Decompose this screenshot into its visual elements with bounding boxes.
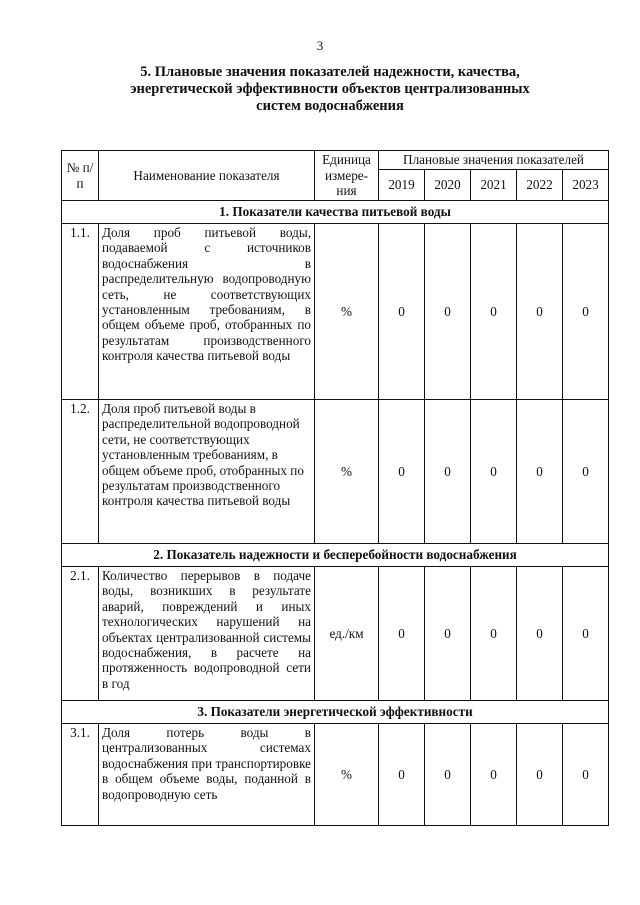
header-name: Наименование показателя (99, 151, 315, 201)
section-title: 1. Показатели качества питьевой воды (62, 201, 609, 224)
row-value: 0 (471, 224, 517, 400)
row-name: Количество перерывов в подаче воды, возникших в результате аварий, повреждений и иных технологических нарушений на объектах централизованной системы водоснабжения, в расчете на протяженность водопроводной сети в год (99, 567, 315, 701)
row-unit: % (315, 224, 379, 400)
row-value: 0 (471, 400, 517, 544)
row-value: 0 (517, 567, 563, 701)
header-year: 2019 (379, 170, 425, 201)
heading-line-3: систем водоснабжения (256, 98, 404, 114)
row-value: 0 (563, 567, 609, 701)
row-value: 0 (517, 400, 563, 544)
row-name: Доля проб питьевой воды в распределительной водопроводной сети, не соответствующих установленным требованиям, в общем объеме проб, отобранных по результатам производственного контроля качества питьевой воды (99, 400, 315, 544)
row-value: 0 (563, 400, 609, 544)
row-value: 0 (425, 567, 471, 701)
heading-line-2: энергетической эффективности объектов централизованных (130, 81, 530, 97)
row-value: 0 (563, 724, 609, 826)
header-number: № п/п (62, 151, 99, 201)
row-unit: % (315, 724, 379, 826)
header-row (62, 151, 609, 170)
row-value: 0 (379, 567, 425, 701)
row-value: 0 (425, 724, 471, 826)
header-year: 2021 (471, 170, 517, 201)
row-name: Доля потерь воды в централизованных системах водоснабжения при транспортировке в общем объеме воды, поданной в водопроводную сеть (99, 724, 315, 826)
row-value: 0 (471, 724, 517, 826)
heading-line-1: 5. Плановые значения показателей надежности, качества, (140, 64, 520, 80)
row-value: 0 (379, 400, 425, 544)
row-value: 0 (379, 724, 425, 826)
row-number: 3.1. (62, 724, 99, 826)
header-year: 2022 (517, 170, 563, 201)
table-row (62, 224, 609, 400)
section-row (62, 544, 609, 567)
table-row (62, 400, 609, 544)
table-row (62, 567, 609, 701)
header-year: 2023 (563, 170, 609, 201)
row-value: 0 (517, 724, 563, 826)
table-row (62, 724, 609, 826)
header-year: 2020 (425, 170, 471, 201)
header-unit: Единица измере-ния (315, 151, 379, 201)
page-number: 3 (316, 38, 324, 53)
row-value: 0 (471, 567, 517, 701)
row-number: 1.2. (62, 400, 99, 544)
row-name: Доля проб питьевой воды, подаваемой с источников водоснабжения в распределительную водопроводную сеть, не соответствующих установленным требованиям, в общем объеме проб, отобранных по результатам производственного контроля качества питьевой воды (99, 224, 315, 400)
header-planned-values: Плановые значения показателей (379, 151, 609, 170)
row-value: 0 (425, 224, 471, 400)
row-value: 0 (563, 224, 609, 400)
section-row (62, 701, 609, 724)
row-unit: ед./км (315, 567, 379, 701)
section-title: 3. Показатели энергетической эффективности (62, 701, 609, 724)
row-value: 0 (517, 224, 563, 400)
row-number: 2.1. (62, 567, 99, 701)
document-heading (100, 64, 560, 115)
section-row (62, 201, 609, 224)
row-number: 1.1. (62, 224, 99, 400)
row-value: 0 (425, 400, 471, 544)
section-title: 2. Показатель надежности и бесперебойности водоснабжения (62, 544, 609, 567)
row-unit: % (315, 400, 379, 544)
indicators-table (61, 150, 609, 826)
row-value: 0 (379, 224, 425, 400)
